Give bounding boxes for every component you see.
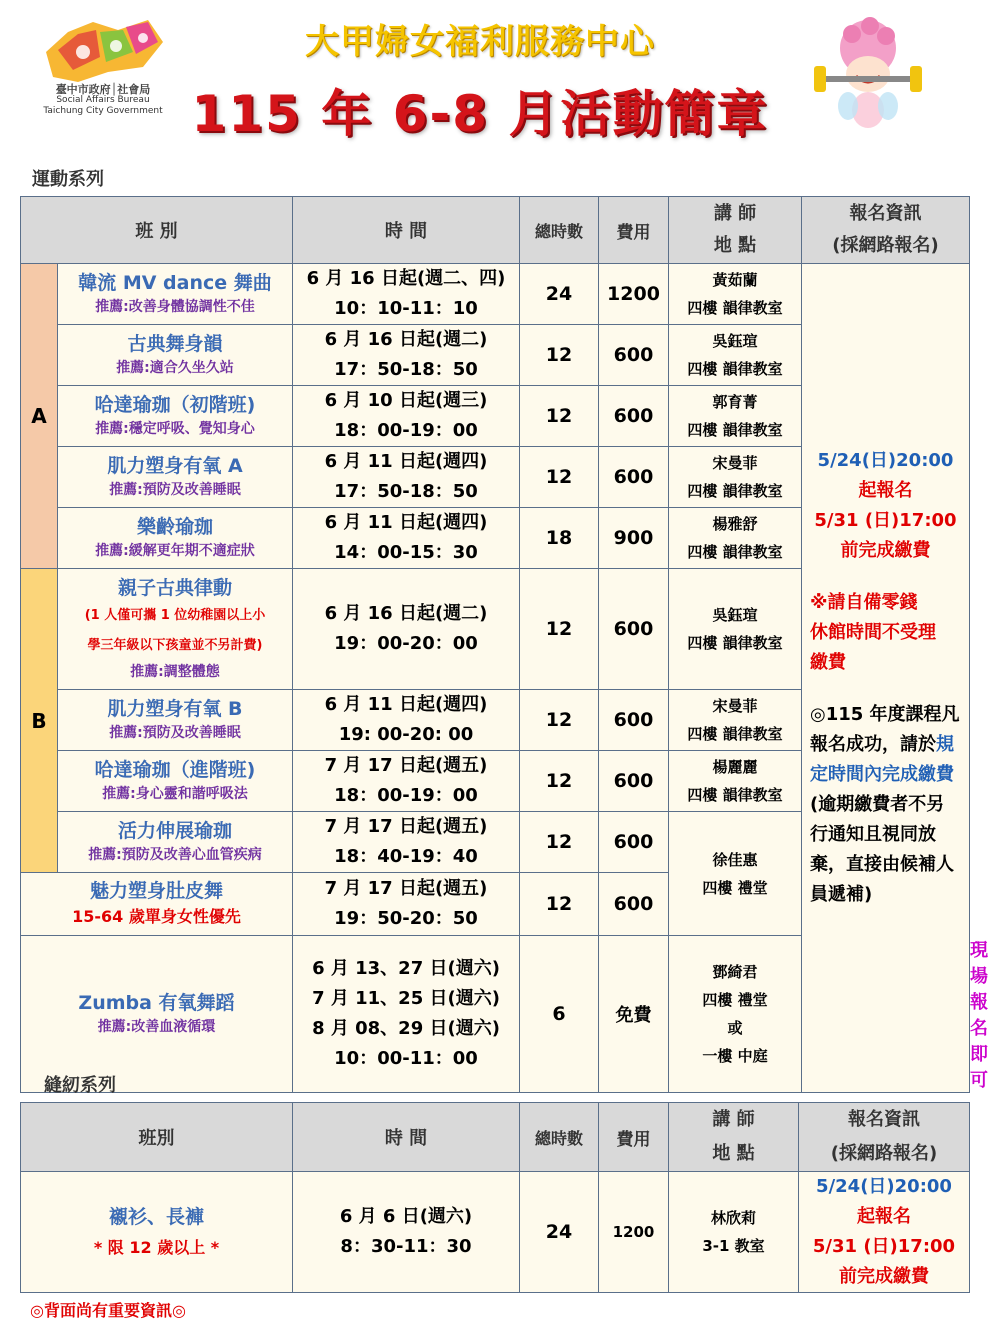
sewing-schedule-table (20, 1102, 970, 1293)
col-header-time: 時 間 (293, 1103, 520, 1172)
table-row (21, 1172, 970, 1293)
fee-cell: 1200 (599, 264, 669, 325)
class-cell: 活力伸展瑜珈 推薦:預防及改善心血管疾病 (58, 812, 293, 873)
instructor-cell: 林欣莉 3-1 教室 (669, 1172, 799, 1293)
class-cell: 親子古典律動 (1 人僅可攜 1 位幼稚園以上小 學三年級以下孩童並不另計費) 推薦:調整體態 (58, 569, 293, 690)
table-header-row (21, 197, 970, 264)
table-header-row (21, 1103, 970, 1172)
hours-cell: 12 (520, 690, 599, 751)
col-header-time: 時 間 (293, 197, 520, 264)
table-row (21, 264, 970, 325)
instructor-cell: 楊麗麗 四樓 韻律教室 (669, 751, 802, 812)
hours-cell: 12 (520, 325, 599, 386)
time-cell: 6 月 11 日起(週四) 14：00-15：30 (293, 508, 520, 569)
class-cell: Zumba 有氧舞蹈 推薦:改善血液循環 (21, 936, 293, 1093)
col-header-hours: 總時數 (520, 197, 599, 264)
fee-cell: 600 (599, 447, 669, 508)
hours-cell: 24 (520, 264, 599, 325)
mascot-illustration (812, 14, 924, 132)
fee-cell: 1200 (599, 1172, 669, 1293)
fee-cell: 600 (599, 690, 669, 751)
hours-cell: 12 (520, 569, 599, 690)
table-row: Zumba 有氧舞蹈 推薦:改善血液循環 6 月 13、27 日(週六) 7 月 11、25 日(週六) 8 月 08、29 日(週六) 10：00-11：00 6 免費 鄧綺君 四樓 禮堂 或 一樓 中庭 現場報名即可 (21, 936, 970, 1093)
time-cell: 7 月 17 日起(週五) 18：00-19：00 (293, 751, 520, 812)
fee-cell: 600 (599, 873, 669, 936)
col-header-reg: 報名資訊 (採網路報名) (799, 1103, 970, 1172)
col-header-instructor: 講 師 地 點 (669, 1103, 799, 1172)
time-cell: 6 月 16 日起(週二) 19：00-20：00 (293, 569, 520, 690)
time-cell: 6 月 13、27 日(週六) 7 月 11、25 日(週六) 8 月 08、29 日(週六) 10：00-11：00 (293, 936, 520, 1093)
time-cell: 6 月 16 日起(週二、四) 10：10-11：10 (293, 264, 520, 325)
instructor-cell: 宋曼菲 四樓 韻律教室 (669, 447, 802, 508)
hours-cell: 18 (520, 508, 599, 569)
time-cell: 7 月 17 日起(週五) 19：50-20：50 (293, 873, 520, 936)
hours-cell: 12 (520, 386, 599, 447)
class-cell: 哈達瑜珈（進階班) 推薦:身心靈和諧呼吸法 (58, 751, 293, 812)
hours-cell: 12 (520, 873, 599, 936)
class-cell: 肌力塑身有氧 A 推薦:預防及改善睡眠 (58, 447, 293, 508)
fee-cell: 600 (599, 569, 669, 690)
instructor-cell: 黃茹蘭 四樓 韻律教室 (669, 264, 802, 325)
class-cell: 樂齡瑜珈 推薦:緩解更年期不適症狀 (58, 508, 293, 569)
logo-text: 臺中市政府│社會局 Social Affairs Bureau Taichung City Government (43, 83, 163, 116)
hours-cell: 12 (520, 751, 599, 812)
col-header-class: 班 別 (21, 197, 293, 264)
instructor-cell: 徐佳惠 四樓 禮堂 (669, 812, 802, 936)
footer-note: ◎背面尚有重要資訊◎ (30, 1301, 186, 1320)
page-title: 115 年 6-8 月活動簡章 (191, 85, 769, 143)
instructor-cell: 鄧綺君 四樓 禮堂 或 一樓 中庭 (669, 936, 802, 1093)
time-cell: 6 月 16 日起(週二) 17：50-18：50 (293, 325, 520, 386)
time-cell: 6 月 10 日起(週三) 18：00-19：00 (293, 386, 520, 447)
class-cell: 襯衫、長褲 * 限 12 歲以上 * (21, 1172, 293, 1293)
class-cell: 肌力塑身有氧 B 推薦:預防及改善睡眠 (58, 690, 293, 751)
sewing-section-label: 縫紉系列 (44, 1075, 116, 1096)
col-header-reg: 報名資訊 (採網路報名) (802, 197, 970, 264)
instructor-cell: 郭育菁 四樓 韻律教室 (669, 386, 802, 447)
col-header-class: 班別 (21, 1103, 293, 1172)
time-cell: 6 月 11 日起(週四) 19: 00-20: 00 (293, 690, 520, 751)
registration-info-cell: 5/24(日)20:00 起報名 5/31 (日)17:00 前完成繳費 (799, 1172, 970, 1293)
fee-cell: 免費 (599, 936, 669, 1093)
registration-info-cell: 5/24(日)20:00 起報名 5/31 (日)17:00 前完成繳費 ※請自備零錢 休館時間不受理 繳費 ◎115 年度課程凡報名成功，請於規定時間內完成繳費(逾期繳費者不另行通知且視同放棄，直接由候補人員遞補) (802, 264, 970, 1093)
group-b-label: B (21, 569, 58, 873)
col-header-instructor: 講 師 地 點 (669, 197, 802, 264)
fee-cell: 600 (599, 751, 669, 812)
hours-cell: 24 (520, 1172, 599, 1293)
fee-cell: 600 (599, 325, 669, 386)
sports-section-label: 運動系列 (32, 169, 104, 190)
instructor-cell: 楊雅舒 四樓 韻律教室 (669, 508, 802, 569)
instructor-cell: 宋曼菲 四樓 韻律教室 (669, 690, 802, 751)
time-cell: 6 月 6 日(週六) 8：30-11：30 (293, 1172, 520, 1293)
hours-cell: 12 (520, 447, 599, 508)
instructor-cell: 吳鈺瑄 四樓 韻律教室 (669, 325, 802, 386)
center-name: 大甲婦女福利服務中心 (305, 22, 655, 62)
class-cell: 古典舞身韻 推薦:適合久坐久站 (58, 325, 293, 386)
time-cell: 7 月 17 日起(週五) 18：40-19：40 (293, 812, 520, 873)
col-header-fee: 費用 (599, 197, 669, 264)
group-a-label: A (21, 264, 58, 569)
col-header-fee: 費用 (599, 1103, 669, 1172)
class-cell: 哈達瑜珈（初階班) 推薦:穩定呼吸、覺知身心 (58, 386, 293, 447)
col-header-hours: 總時數 (520, 1103, 599, 1172)
fee-cell: 600 (599, 386, 669, 447)
hours-cell: 6 (520, 936, 599, 1093)
class-cell: 魅力塑身肚皮舞 15-64 歲單身女性優先 (21, 873, 293, 936)
time-cell: 6 月 11 日起(週四) 17：50-18：50 (293, 447, 520, 508)
class-cell: 韓流 MV dance 舞曲 推薦:改善身體協調性不佳 (58, 264, 293, 325)
fee-cell: 900 (599, 508, 669, 569)
sports-schedule-table (20, 196, 988, 1093)
instructor-cell: 吳鈺瑄 四樓 韻律教室 (669, 569, 802, 690)
fee-cell: 600 (599, 812, 669, 873)
hours-cell: 12 (520, 812, 599, 873)
